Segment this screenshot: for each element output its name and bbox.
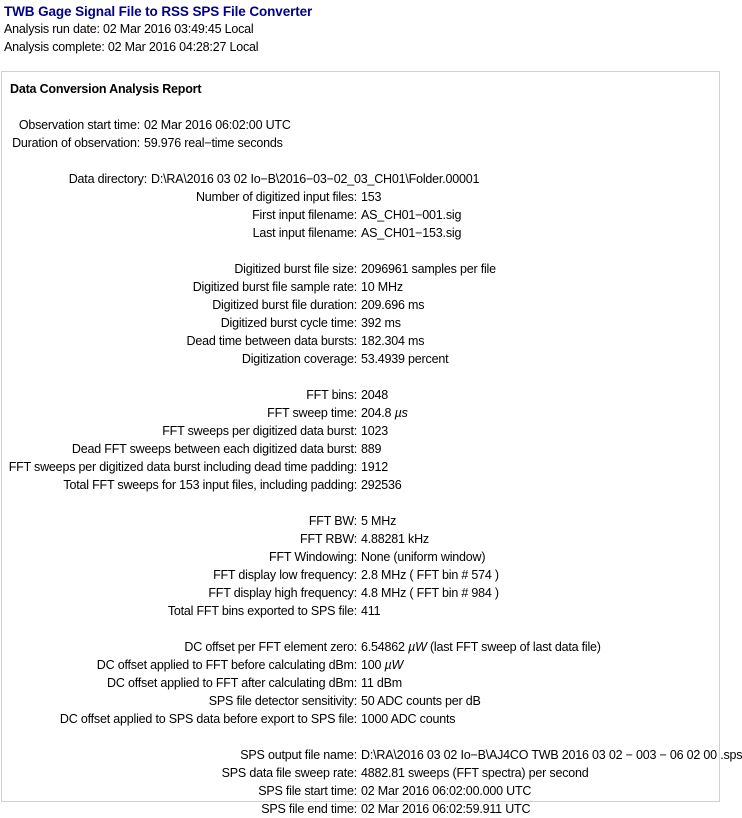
- line-value: 182.304 ms: [361, 334, 425, 348]
- line-value: 153: [361, 190, 382, 204]
- line-label: [5, 404, 357, 422]
- line-value: 100 µW: [361, 658, 404, 672]
- report-line: [5, 656, 719, 674]
- report-line: [5, 548, 719, 566]
- line-label: [5, 782, 357, 800]
- report-line: [5, 692, 719, 710]
- report-line: [5, 332, 719, 350]
- line-label-text: Number of digitized input files:: [195, 190, 357, 204]
- report-line: [5, 746, 742, 764]
- line-value: 1912: [361, 460, 389, 474]
- report-line: [5, 782, 719, 800]
- line-label: [5, 602, 357, 620]
- line-label: [5, 260, 357, 278]
- line-value: 02 Mar 2016 06:02:59.911 UTC: [361, 802, 531, 816]
- line-label-text: Digitized burst cycle time:: [220, 316, 357, 330]
- report-group: [5, 170, 719, 242]
- report-group: [5, 638, 719, 728]
- report-line: [5, 314, 719, 332]
- line-label: [5, 314, 357, 332]
- report-line: [5, 566, 719, 584]
- report-line: [5, 404, 719, 422]
- line-value: 11 dBm: [361, 676, 402, 690]
- line-label-text: FFT RBW:: [300, 532, 357, 546]
- line-label: [5, 710, 357, 728]
- report-line: [5, 134, 719, 152]
- line-label: [5, 692, 357, 710]
- line-label: [5, 566, 357, 584]
- line-value: D:\RA\2016 03 02 Io−B\AJ4CO TWB 2016 03 02 − 003 − 06 02 00 .sps: [361, 748, 742, 762]
- line-label: [5, 224, 357, 242]
- line-label-text: FFT display low frequency:: [213, 568, 357, 582]
- line-value: 4.88281 kHz: [361, 532, 429, 546]
- line-value: AS_CH01−001.sig: [361, 208, 462, 222]
- report-line: [5, 674, 719, 692]
- report-line: [5, 224, 719, 242]
- line-label-text: Last input filename:: [252, 226, 357, 240]
- line-label-text: DC offset applied to FFT before calculating dBm:: [96, 658, 357, 672]
- line-label-text: FFT bins:: [306, 388, 357, 402]
- line-label: [5, 476, 357, 494]
- line-label: [5, 638, 357, 656]
- report-line: [5, 584, 719, 602]
- report-line: [5, 170, 719, 188]
- line-label: [5, 386, 357, 404]
- micro-unit: µW: [408, 640, 427, 654]
- line-label: [5, 746, 357, 764]
- report-line: [5, 638, 719, 656]
- report-heading: Data Conversion Analysis Report: [10, 82, 202, 96]
- line-value: 2048: [361, 388, 389, 402]
- report-line: [5, 530, 719, 548]
- line-value: None (uniform window): [361, 550, 486, 564]
- line-value: D:\RA\2016 03 02 Io−B\2016−03−02_03_CH01\Folder.00001: [151, 172, 480, 186]
- report-line: [5, 512, 719, 530]
- report-line: [5, 476, 719, 494]
- line-label: [5, 332, 357, 350]
- line-label: [5, 656, 357, 674]
- line-label-text: First input filename:: [252, 208, 357, 222]
- report-line: [5, 602, 719, 620]
- line-label-text: Total FFT sweeps for 153 input files, including padding:: [63, 478, 357, 492]
- line-value: AS_CH01−153.sig: [361, 226, 462, 240]
- line-label-text: SPS file start time:: [258, 784, 357, 798]
- report-group: [5, 386, 719, 494]
- line-label-text: Observation start time:: [18, 118, 140, 132]
- line-label: [5, 278, 357, 296]
- line-label-text: DC offset applied to SPS data before export to SPS file:: [59, 712, 357, 726]
- line-label-text: Digitized burst file duration:: [212, 298, 357, 312]
- report-group: [5, 260, 719, 368]
- report-line: [5, 458, 719, 476]
- line-label: [5, 170, 147, 188]
- report-line: [5, 800, 719, 818]
- line-label: [5, 530, 357, 548]
- report-line: [5, 422, 719, 440]
- line-value: 6.54862 µW (last FFT sweep of last data file): [361, 640, 601, 654]
- line-value: 10 MHz: [361, 280, 403, 294]
- line-label-text: FFT sweeps per digitized data burst including dead time padding:: [8, 460, 357, 474]
- line-label-text: SPS data file sweep rate:: [221, 766, 357, 780]
- micro-unit: µs: [394, 406, 408, 420]
- line-label: [5, 512, 357, 530]
- line-value: 292536: [361, 478, 402, 492]
- line-label: [5, 800, 357, 818]
- line-label-text: DC offset applied to FFT after calculating dBm:: [107, 676, 357, 690]
- report-line: [5, 386, 719, 404]
- line-label: [5, 548, 357, 566]
- line-label: [5, 764, 357, 782]
- line-label-text: DC offset per FFT element zero:: [184, 640, 357, 654]
- line-value: 1000 ADC counts: [361, 712, 456, 726]
- line-value: 2.8 MHz ( FFT bin # 574 ): [361, 568, 499, 582]
- line-value: 2096961 samples per file: [361, 262, 496, 276]
- report-line: [5, 764, 719, 782]
- report-group: [5, 116, 719, 152]
- line-value: 392 ms: [361, 316, 401, 330]
- line-label: [5, 134, 140, 152]
- report-line: [5, 188, 719, 206]
- report-line: [5, 710, 719, 728]
- line-label-text: SPS output file name:: [240, 748, 357, 762]
- line-value: 53.4939 percent: [361, 352, 449, 366]
- line-label-text: SPS file end time:: [261, 802, 357, 816]
- line-label-text: FFT sweep time:: [267, 406, 357, 420]
- report-group: [5, 512, 719, 620]
- report-body: [5, 116, 742, 818]
- line-value: 204.8 µs: [361, 406, 408, 420]
- report-panel: [1, 71, 742, 816]
- analysis-complete: Analysis complete: 02 Mar 2016 04:28:27 Local: [4, 40, 259, 54]
- line-label-text: Digitized burst file size:: [234, 262, 357, 276]
- line-label-text: Digitization coverage:: [241, 352, 357, 366]
- line-value: 1023: [361, 424, 389, 438]
- line-value: 4.8 MHz ( FFT bin # 984 ): [361, 586, 499, 600]
- report-line: [5, 260, 719, 278]
- line-label-text: Total FFT bins exported to SPS file:: [167, 604, 357, 618]
- line-label-text: Duration of observation:: [12, 136, 140, 150]
- line-value: 5 MHz: [361, 514, 397, 528]
- analysis-run-date: Analysis run date: 02 Mar 2016 03:49:45 Local: [4, 22, 254, 36]
- line-label: [5, 440, 357, 458]
- line-label-text: FFT sweeps per digitized data burst:: [162, 424, 357, 438]
- line-label-text: FFT Windowing:: [269, 550, 357, 564]
- micro-unit: µW: [384, 658, 404, 672]
- line-label-text: FFT BW:: [308, 514, 357, 528]
- line-value: 02 Mar 2016 06:02:00.000 UTC: [361, 784, 532, 798]
- line-label: [5, 584, 357, 602]
- line-label: [5, 116, 140, 134]
- line-value: 411: [361, 604, 381, 618]
- line-label-text: Digitized burst file sample rate:: [192, 280, 357, 294]
- report-line: [5, 296, 719, 314]
- line-label: [5, 422, 357, 440]
- report-line: [5, 206, 719, 224]
- report-line: [5, 440, 719, 458]
- line-label: [5, 188, 357, 206]
- line-value: 02 Mar 2016 06:02:00 UTC: [144, 118, 291, 132]
- line-label: [5, 296, 357, 314]
- line-value: 59.976 real−time seconds: [144, 136, 283, 150]
- page-title: TWB Gage Signal File to RSS SPS File Converter: [4, 4, 313, 19]
- report-line: [5, 350, 719, 368]
- line-label-text: FFT display high frequency:: [208, 586, 357, 600]
- line-label: [5, 206, 357, 224]
- line-value: 4882.81 sweeps (FFT spectra) per second: [361, 766, 589, 780]
- line-label-text: SPS file detector sensitivity:: [208, 694, 357, 708]
- line-label: [5, 674, 357, 692]
- report-line: [5, 116, 719, 134]
- line-label-text: Data directory:: [68, 172, 147, 186]
- line-label-text: Dead time between data bursts:: [186, 334, 357, 348]
- line-label: [5, 458, 357, 476]
- line-value: 889: [361, 442, 382, 456]
- report-group: [5, 746, 742, 818]
- line-value: 50 ADC counts per dB: [361, 694, 481, 708]
- line-label: [5, 350, 357, 368]
- report-line: [5, 278, 719, 296]
- line-value: 209.696 ms: [361, 298, 425, 312]
- line-label-text: Dead FFT sweeps between each digitized data burst:: [71, 442, 357, 456]
